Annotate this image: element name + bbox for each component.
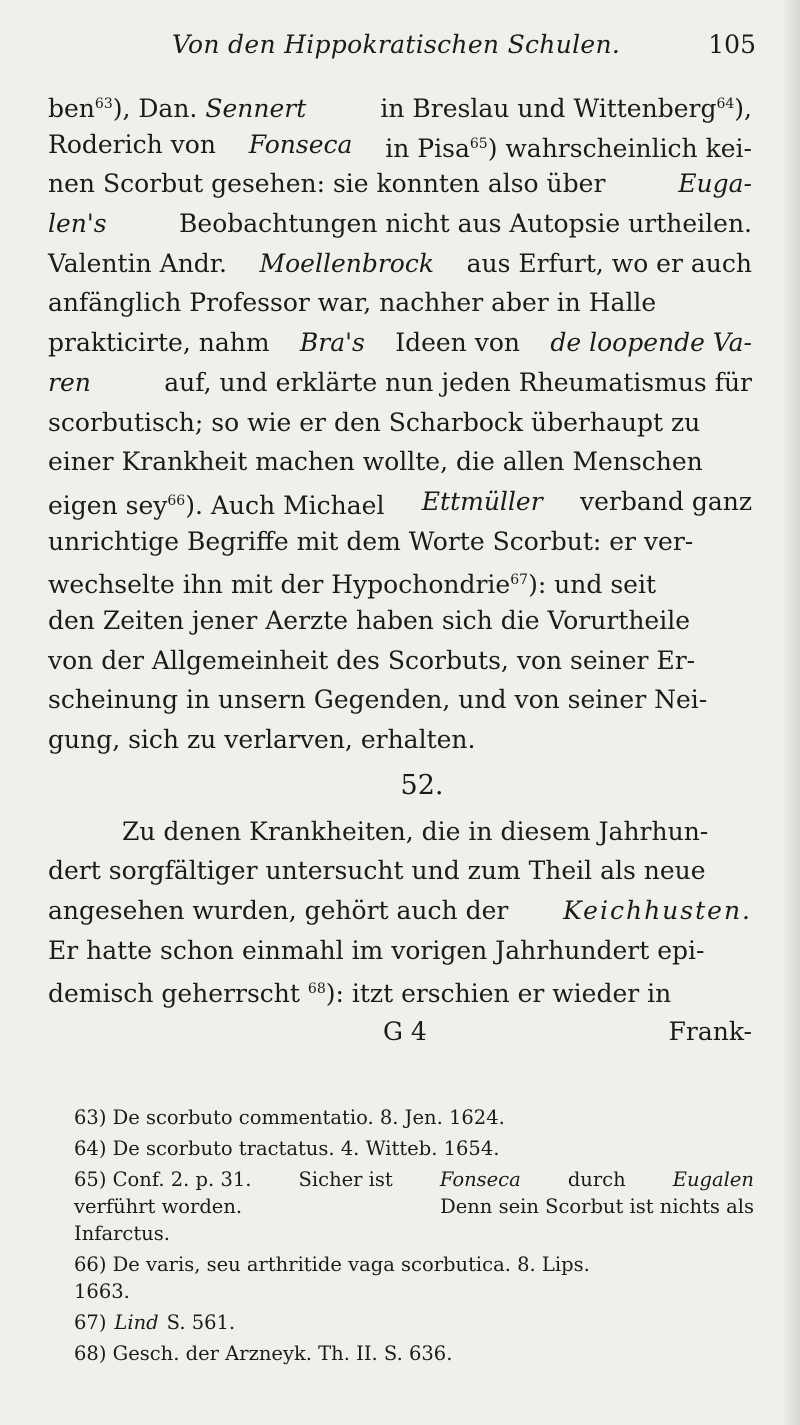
footnote-ref: 68 [307, 981, 326, 998]
page-edge-shadow [782, 0, 800, 1425]
text-line: demisch geherrscht $^{68}$): itzt erschien er wieder in [48, 979, 672, 1009]
text-line: scorbutisch; so wie er den Scharbock überhaupt zu [48, 407, 701, 437]
footnote: 65) Conf. 2. p. 31. Sicher ist Fonseca durch Eugalen verführt worden. Denn sein Scorbut ist nichts als Infarctus. [74, 1168, 754, 1245]
signature-line [48, 1012, 752, 1052]
footnote: 66) De varis, seu arthritide vaga scorbutica. 8. Lips. 1663. [74, 1253, 590, 1303]
footnote-ref: 65 [469, 135, 488, 152]
page-number: 105 [708, 30, 756, 59]
text-line: einer Krankheit machen wollte, die allen Menschen [48, 447, 703, 477]
text-line: ben$^{63}$), Dan. Sennert in Breslau und Wittenberg$^{64}$), [48, 94, 752, 123]
text-line: prakticirte, nahm Bra's Ideen von de loopende Va- [48, 328, 752, 358]
text-line: len's Beobachtungen nicht aus Autopsie urtheilen. [48, 209, 752, 239]
signature-mark: G 4 [383, 1017, 427, 1047]
text-line: wechselte ihn mit der Hypochondrie$^{67}$): und seit [48, 570, 657, 600]
text-line: Valentin Andr. Moellenbrock aus Erfurt, wo er auch [48, 248, 752, 278]
running-title: Von den Hippokratischen Schulen. [172, 30, 621, 59]
footnotes [74, 1104, 754, 1371]
footnote-ref: 63 [94, 96, 113, 112]
section-number: 52. [400, 769, 444, 801]
text-line: Roderich von Fonseca in Pisa$^{65}$) wahrscheinlich kei- [48, 129, 752, 163]
text-line: scheinung in unsern Gegenden, und von seiner Nei- [48, 685, 708, 715]
text-line: eigen sey$^{66}$). Auch Michael Ettmüller verband ganz [48, 486, 752, 520]
page-header [48, 30, 756, 70]
catchword: Frank- [668, 1017, 752, 1047]
text-line: dert sorgfältiger untersucht und zum Theil als neue [48, 856, 706, 886]
text-line: angesehen wurden, gehört auch der Keichhusten. [48, 896, 752, 926]
footnote: 68) Gesch. der Arzneyk. Th. II. S. 636. [74, 1342, 453, 1365]
text-line: anfänglich Professor war, nachher aber in Halle [48, 288, 657, 318]
footnote-ref: 66 [167, 492, 186, 509]
footnote-ref: 67 [510, 572, 529, 589]
text-line: nen Scorbut gesehen: sie konnten also über Euga- [48, 169, 752, 199]
text-line: den Zeiten jener Aerzte haben sich die Vorurtheile [48, 605, 691, 635]
footnote: 64) De scorbuto tractatus. 4. Witteb. 1654. [74, 1137, 500, 1160]
text-line: Er hatte schon einmahl im vorigen Jahrhundert epi- [48, 935, 705, 965]
footnote-ref: 64 [716, 96, 735, 112]
text-line: ren auf, und erklärte nun jeden Rheumatismus für [48, 367, 752, 397]
text-line: von der Allgemeinheit des Scorbuts, von seiner Er- [48, 645, 696, 675]
text-line: unrichtige Begriffe mit dem Worte Scorbut: er ver- [48, 526, 694, 556]
text-line: gung, sich zu verlarven, erhalten. [48, 725, 476, 754]
footnote: 67) Lind S. 561. [74, 1311, 236, 1334]
footnote: 63) De scorbuto commentatio. 8. Jen. 1624. [74, 1106, 505, 1129]
text-line: Zu denen Krankheiten, die in diesem Jahrhun- [122, 816, 709, 846]
main-text [48, 85, 752, 1052]
